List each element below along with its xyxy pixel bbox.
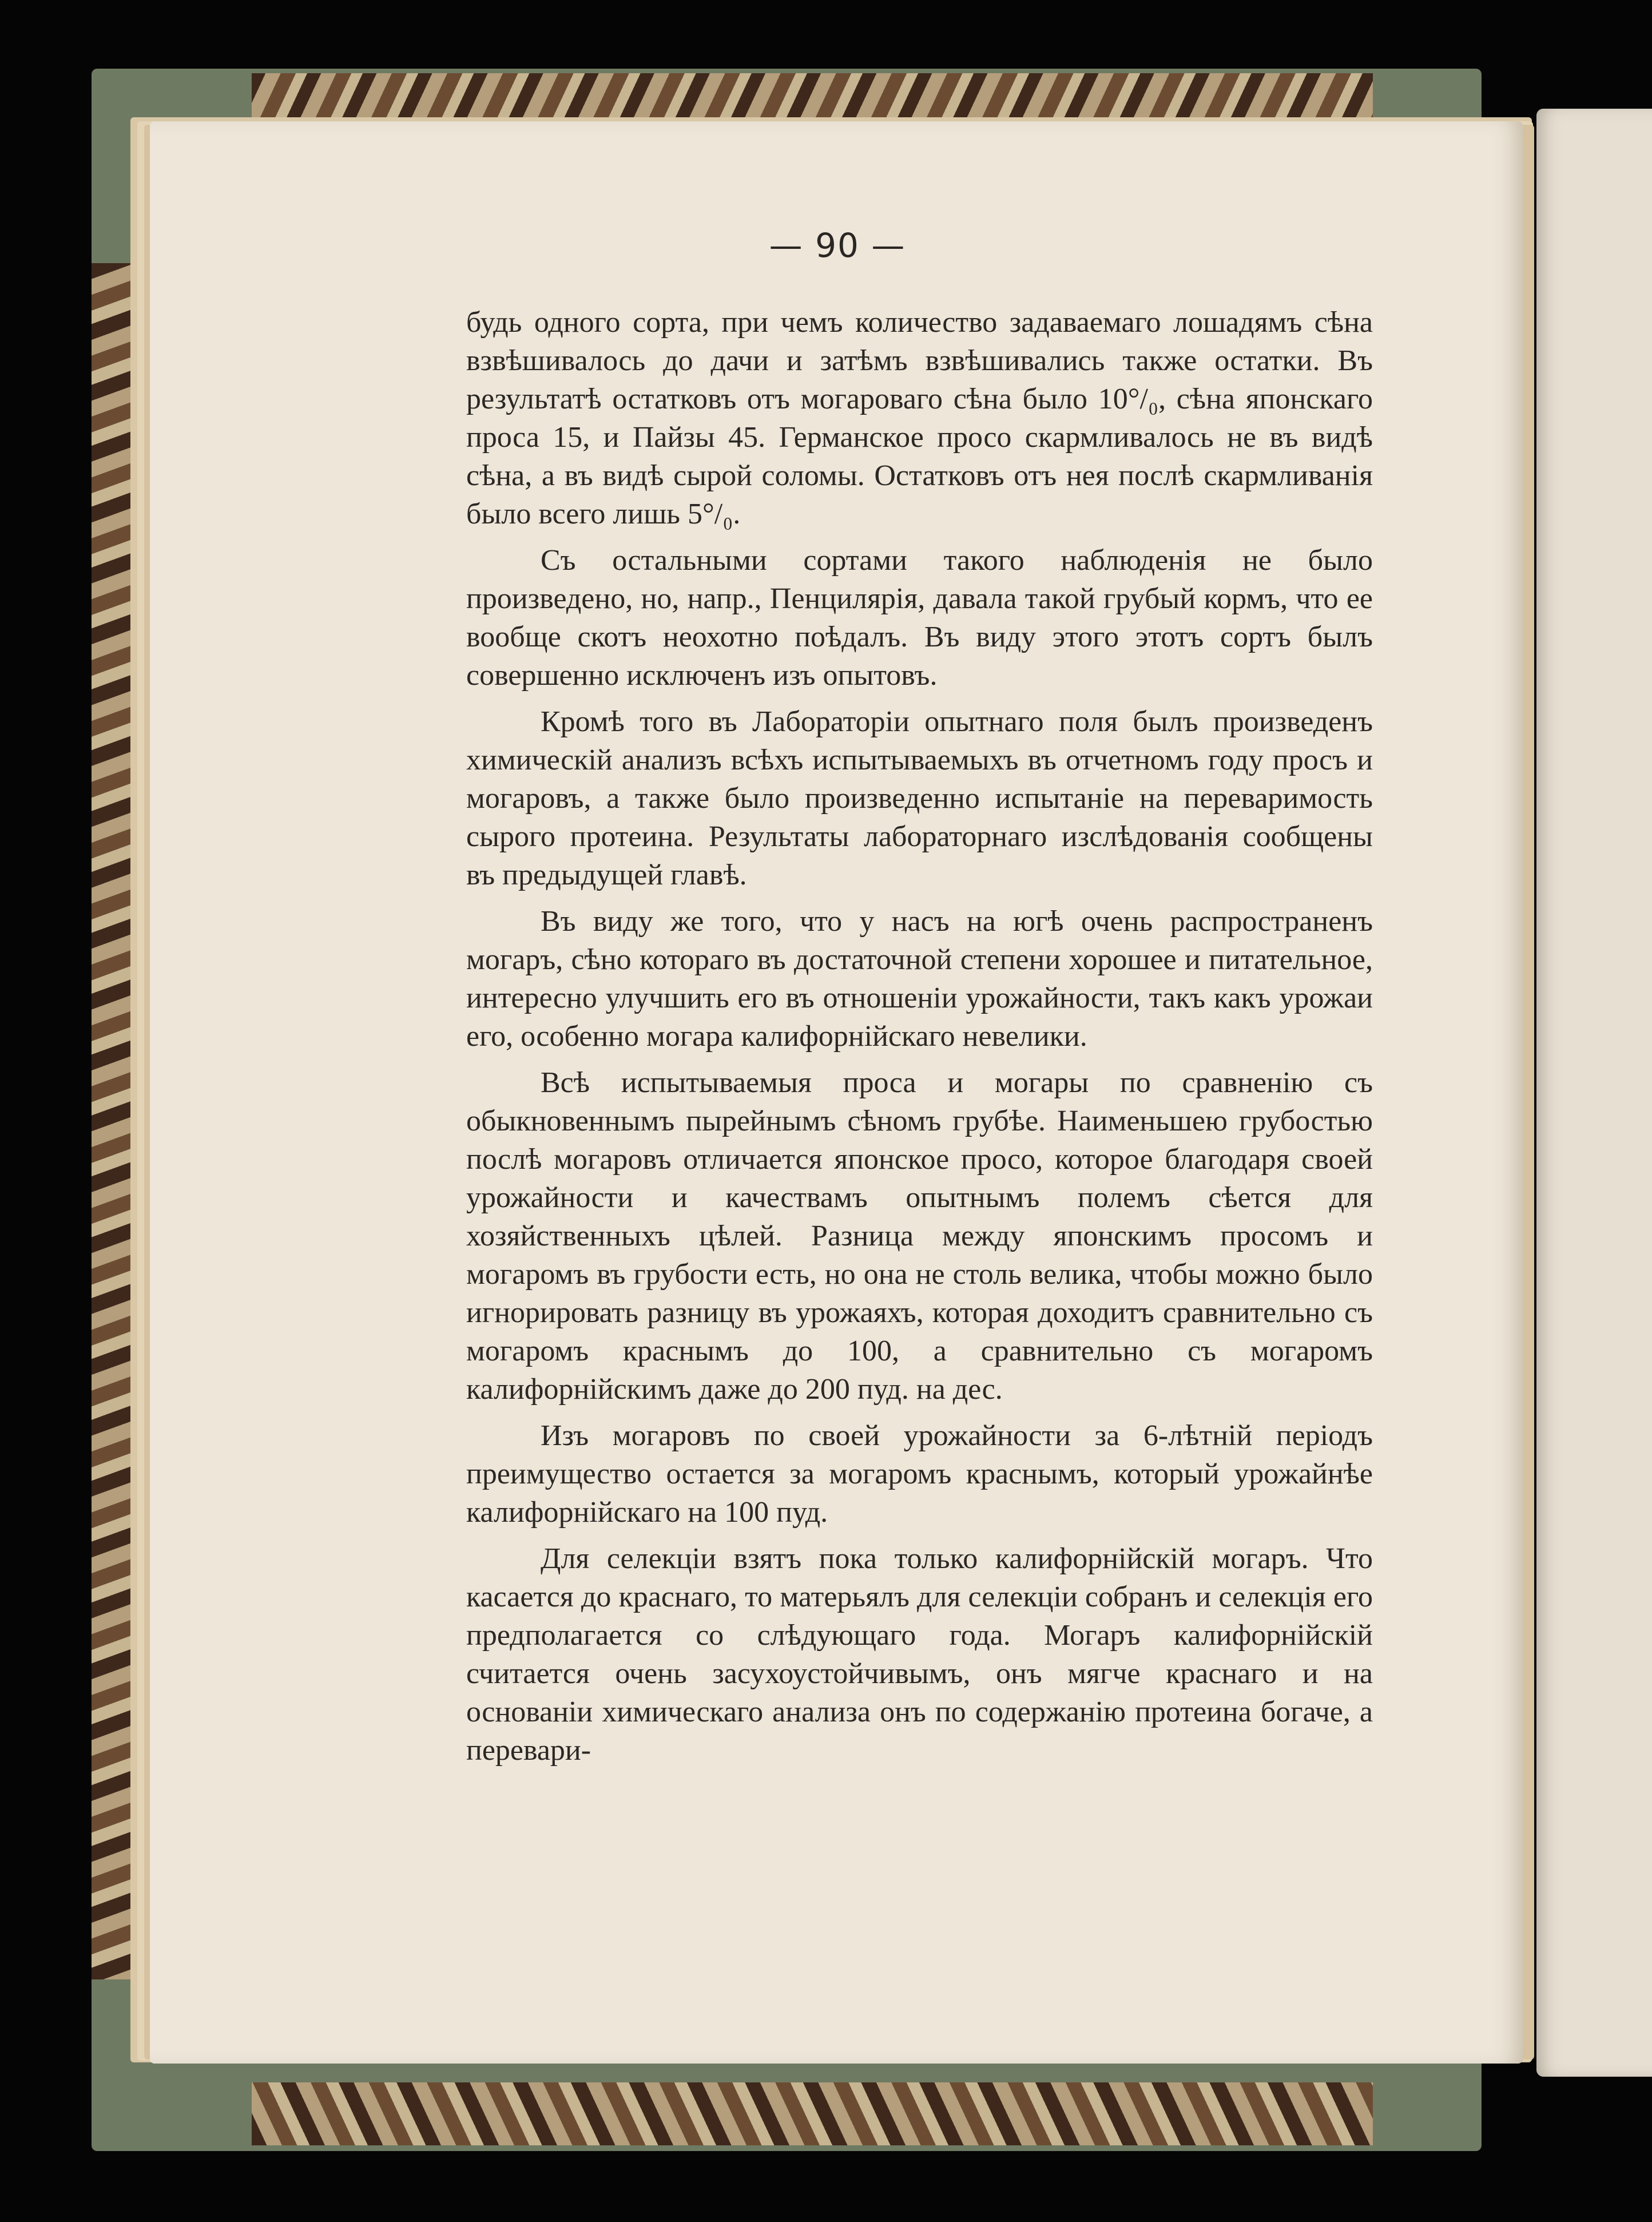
paragraph: Кромѣ того въ Лабораторіи опытнаго поля былъ произведенъ химическій анализъ всѣхъ испытываемыхъ въ отчетномъ году просъ и могаровъ, а также было произведенно испытаніе на переваримость сырого протеина. Результаты лабораторнаго изслѣдованія сообщены въ предыдущей главѣ. (466, 705, 1373, 891)
paragraph: Всѣ испытываемыя проса и могары по сравненію съ обыкновеннымъ пырейнымъ сѣномъ грубѣе. Наименьшею грубостью послѣ могаровъ отличается японское просо, которое благодаря своей урожайности и качествамъ опытнымъ полемъ сѣется для хозяйственныхъ цѣлей. Разница между японскимъ просомъ и могаромъ въ грубости есть, но она не столь велика, чтобы можно было игнорировать разницу въ урожаяхъ, которая доходитъ сравнительно съ могаромъ краснымъ до 100, а сравнительно съ могаромъ калифорнійскимъ даже до 200 пуд. на дес. (466, 1066, 1373, 1406)
page-number: — 90 — (769, 226, 906, 265)
marbled-paper-bottom (252, 2082, 1373, 2145)
paragraph: Для селекціи взятъ пока только калифорнійскій могаръ. Что касается до краснаго, то матерьялъ для селекціи собранъ и селекція его предполагается со слѣдующаго года. Могаръ калифорнійскій считается очень засухоустойчивымъ, онъ мягче краснаго и на основаніи химическаго анализа онъ по содержанію протеина богаче, а перевари- (466, 1542, 1373, 1767)
paragraph: Въ виду же того, что у насъ на югѣ очень распространенъ могаръ, сѣно котораго въ достаточной степени хорошее и питательное, интересно улучшить его въ отношеніи урожайности, такъ какъ урожаи его, особенно могара калифорнійскаго невелики. (466, 905, 1373, 1053)
paragraph: будь одного сорта, при чемъ количество задаваемаго лошадямъ сѣна взвѣшивалось до дачи и затѣмъ взвѣшивались также остатки. Въ результатѣ остатковъ отъ могароваго сѣна было 10°/₀, сѣна японскаго проса 15, и Пайзы 45. Германское просо скармливалось не въ видѣ сѣна, а въ видѣ сырой соломы. Остатковъ отъ нея послѣ скармливанія было всего лишь 5°/₀. (466, 306, 1373, 530)
page-body-text (466, 303, 1373, 1777)
paragraph: Съ остальными сортами такого наблюденія не было произведено, но, напр., Пенцилярія, давала такой грубый кормъ, что ее вообще скотъ неохотно поѣдалъ. Въ виду этого этотъ сортъ былъ совершенно исключенъ изъ опытовъ. (466, 544, 1373, 692)
paragraph: Изъ могаровъ по своей урожайности за 6-лѣтній періодъ преимущество остается за могаромъ краснымъ, который урожайнѣе калифорнійскаго на 100 пуд. (466, 1419, 1373, 1529)
next-page-edge (1536, 109, 1652, 2077)
